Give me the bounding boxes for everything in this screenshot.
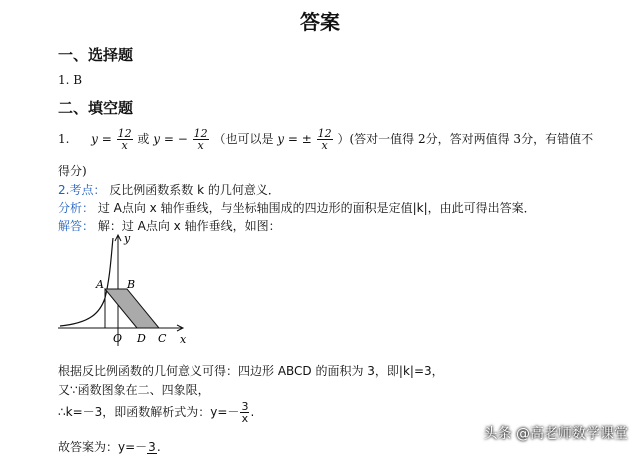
parallelogram-abcd bbox=[105, 289, 159, 328]
solution-line-2: 又∵函数图象在二、四象限， bbox=[58, 383, 210, 397]
x-axis-label: x bbox=[180, 333, 187, 346]
point-b-label: B bbox=[127, 278, 136, 291]
fenxi-text: 过 A点向 x 轴作垂线，与坐标轴围成的四边形的面积是定值|k|，由此可得出答案． bbox=[97, 201, 536, 215]
jieda-text: 解：过 A点向 x 轴作垂线，如图： bbox=[97, 219, 281, 233]
q1-y3: y = ± bbox=[277, 132, 312, 146]
solution-line-4-num: 3 bbox=[148, 440, 156, 454]
q1-line bbox=[58, 128, 593, 151]
fenxi-line bbox=[58, 199, 536, 216]
q1-fraction-1: $\frac{12}{x}$ bbox=[117, 127, 132, 152]
watermark: 头条 @高老师数学课堂 bbox=[483, 426, 628, 442]
page-title: 答案 bbox=[300, 10, 340, 34]
jieda-label: 解答： bbox=[58, 219, 95, 233]
point-o-label: O bbox=[113, 332, 123, 345]
solution-line-3 bbox=[58, 401, 254, 424]
section-heading-fill: 二、填空题 bbox=[58, 99, 134, 117]
q1-or: 或 bbox=[137, 132, 150, 146]
point-c-label: C bbox=[158, 332, 167, 345]
q1-y2: y = − bbox=[153, 132, 188, 146]
section-heading-choice: 一、选择题 bbox=[58, 46, 134, 64]
solution-line-4-text: 故答案为：y=－ bbox=[58, 440, 148, 454]
point-d-label: D bbox=[137, 332, 146, 345]
figure-graph bbox=[55, 228, 195, 352]
point-a-label: A bbox=[96, 278, 104, 291]
q1-scoring: ）(答对一值得 2分，答对两值得 3分，有错值不 bbox=[337, 132, 594, 146]
kaodian-text: 反比例函数系数 k 的几何意义． bbox=[109, 183, 280, 197]
solution-line-1: 根据反比例函数的几何意义可得：四边形 ABCD 的面积为 3，即|k|=3， bbox=[58, 364, 444, 378]
q1-alt-open: （也可以是 bbox=[213, 132, 274, 146]
kaodian-line bbox=[58, 181, 280, 198]
solution-fraction: $\frac{3}{x}$ bbox=[241, 400, 249, 425]
q1-fraction-3: $\frac{12}{x}$ bbox=[317, 127, 332, 152]
solution-line-4 bbox=[58, 438, 161, 455]
q1-scoring-tail: 得分) bbox=[58, 164, 87, 178]
q1-fraction-2: $\frac{12}{x}$ bbox=[193, 127, 208, 152]
fenxi-label: 分析： bbox=[58, 201, 95, 215]
q1-number: 1. bbox=[58, 132, 70, 146]
solution-line-3-text: ∴k=－3，即函数解析式为：y=－ bbox=[58, 405, 240, 419]
q1-y1: y = bbox=[91, 132, 112, 146]
y-axis-label: y bbox=[124, 232, 131, 245]
choice-answer: 1. B bbox=[58, 73, 83, 87]
kaodian-label: 2.考点： bbox=[58, 183, 106, 197]
solution-line-4-suffix: . bbox=[156, 440, 161, 454]
solution-line-3-suffix: . bbox=[250, 405, 255, 419]
